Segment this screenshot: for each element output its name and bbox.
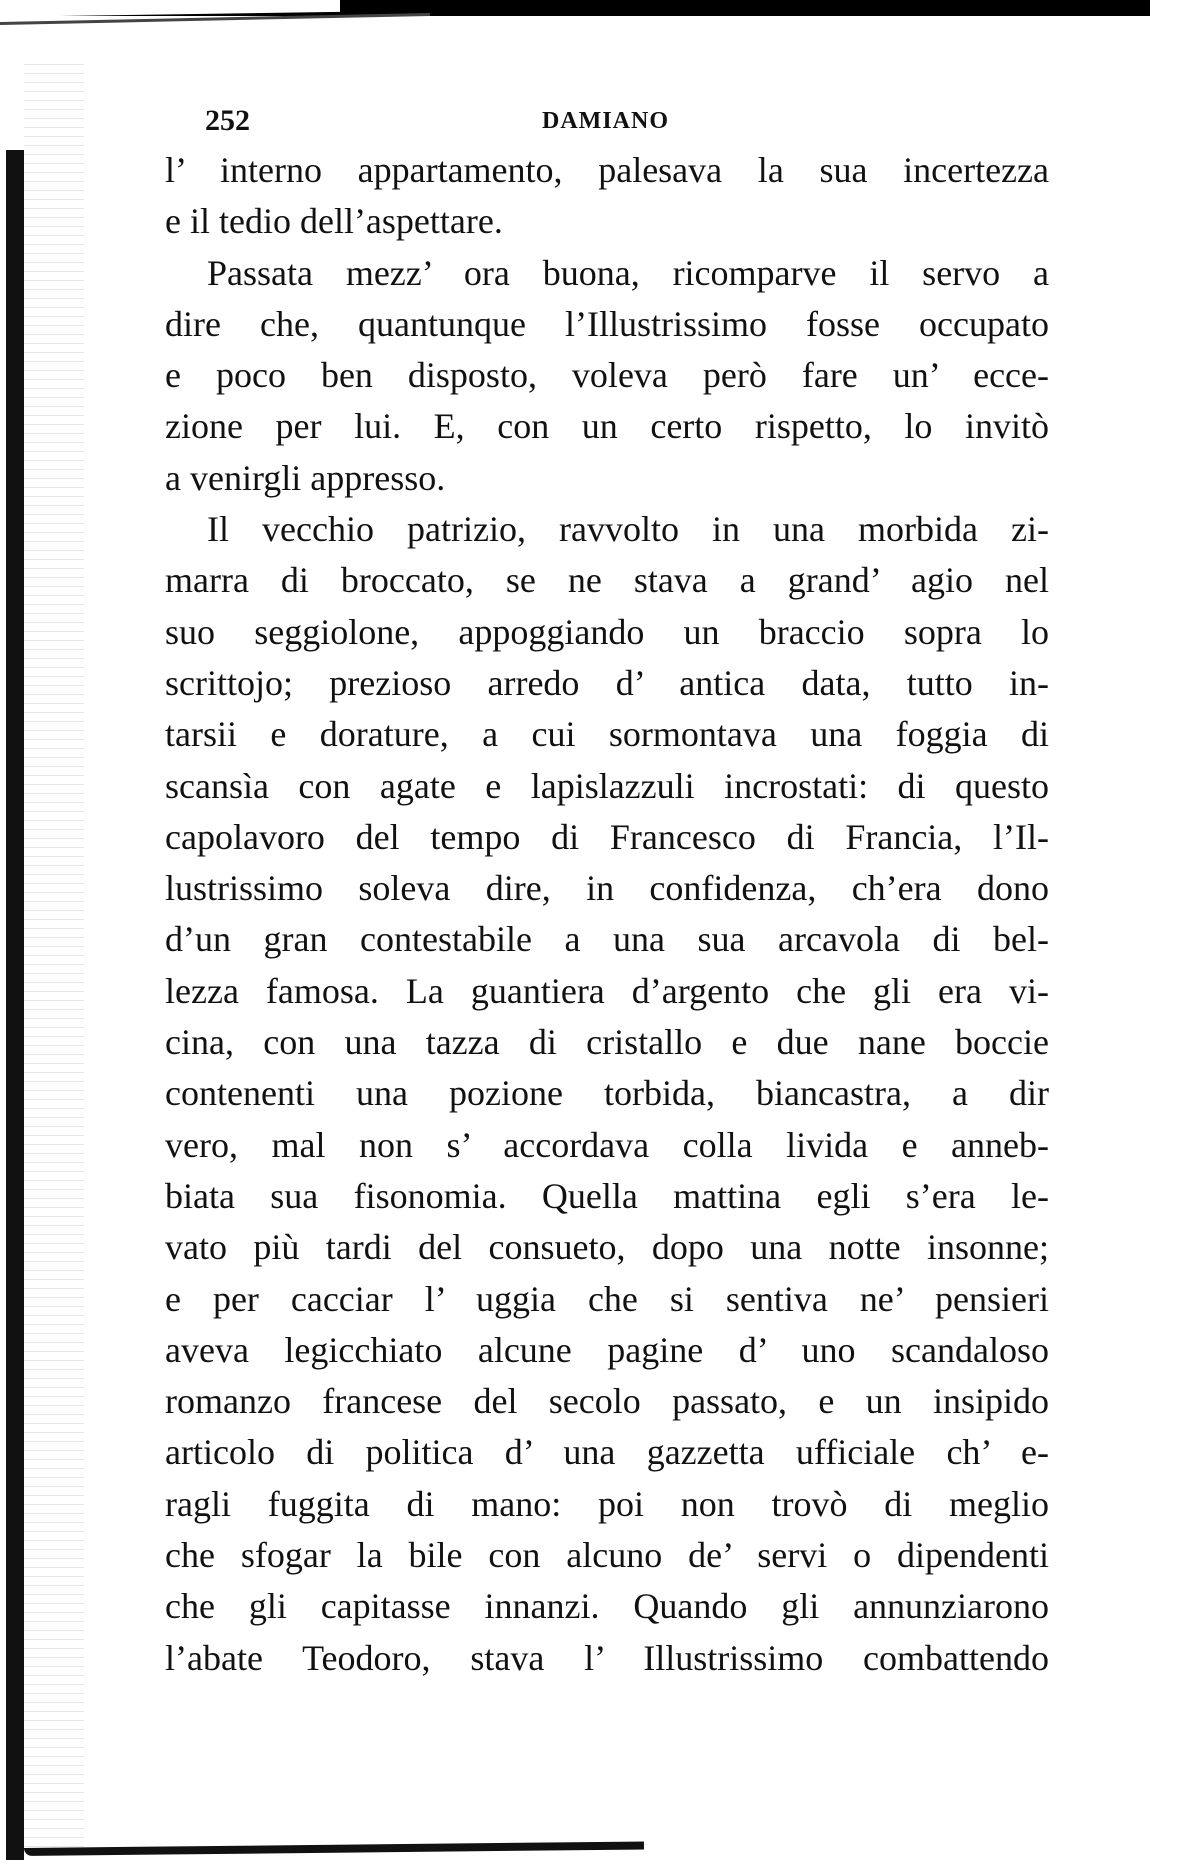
text-line: scrittojo; prezioso arredo d’ antica data, tutto in-	[165, 662, 1049, 703]
paragraph	[165, 248, 1049, 504]
running-title: DAMIANO	[542, 108, 669, 134]
text-line: cina, con una tazza di cristallo e due nane boccie	[165, 1022, 1049, 1063]
text-line: e per cacciar l’ uggia che si sentiva ne’ pensieri	[165, 1278, 1049, 1319]
text-line: lustrissimo soleva dire, in confidenza, ch’era dono	[165, 868, 1049, 909]
text-line: a venirgli appresso.	[165, 457, 446, 498]
text-line: e poco ben disposto, voleva però fare un’ ecce-	[165, 355, 1049, 396]
text-line: contenenti una pozione torbida, biancastra, a dir	[165, 1073, 1049, 1114]
text-line: scansìa con agate e lapislazzuli incrostati: di questo	[165, 765, 1049, 806]
text-line: l’abate Teodoro, stava l’ Illustrissimo combattendo	[165, 1637, 1049, 1678]
text-line: che gli capitasse innanzi. Quando gli annunziarono	[165, 1586, 1049, 1627]
paragraph	[165, 504, 1049, 1684]
text-line: e il tedio dell’aspettare.	[165, 201, 503, 242]
text-line: marra di broccato, se ne stava a grand’ agio nel	[165, 560, 1049, 601]
text-line: capolavoro del tempo di Francesco di Francia, l’Il-	[165, 816, 1049, 857]
text-line: che sfogar la bile con alcuno de’ servi o dipendenti	[165, 1535, 1049, 1576]
text-line: Il vecchio patrizio, ravvolto in una morbida zi-	[207, 509, 1049, 550]
text-line: aveva legicchiato alcune pagine d’ uno scandaloso	[165, 1329, 1049, 1370]
page-bottom-edge	[24, 1842, 644, 1856]
text-line: ragli fuggita di mano: poi non trovò di meglio	[165, 1483, 1049, 1524]
scan-noise	[24, 60, 84, 1850]
text-line: romanzo francese del secolo passato, e un insipido	[165, 1381, 1049, 1422]
text-line: l’ interno appartamento, palesava la sua incertezza	[165, 150, 1049, 190]
text-line: tarsii e dorature, a cui sormontava una foggia di	[165, 714, 1049, 755]
text-line: dire che, quantunque l’Illustrissimo fosse occupato	[165, 303, 1049, 344]
text-line: biata sua fisonomia. Quella mattina egli s’era le-	[165, 1175, 1049, 1216]
running-head	[205, 104, 685, 140]
text-line: d’un gran contestabile a una sua arcavola di bel-	[165, 919, 1049, 960]
body-text	[165, 145, 1049, 1684]
text-line: vero, mal non s’ accordava colla livida e anneb-	[165, 1124, 1049, 1165]
text-line: suo seggiolone, appoggiando un braccio sopra lo	[165, 611, 1049, 652]
scan-binding-shadow	[6, 150, 24, 1860]
text-line: zione per lui. E, con un certo rispetto, lo invitò	[165, 406, 1049, 447]
text-line: Passata mezz’ ora buona, ricomparve il servo a	[207, 252, 1049, 293]
paragraph	[165, 145, 1049, 248]
text-line: vato più tardi del consueto, dopo una notte insonne;	[165, 1227, 1049, 1268]
page-number: 252	[205, 104, 250, 137]
text-line: lezza famosa. La guantiera d’argento che gli era vi-	[165, 970, 1049, 1011]
text-line: articolo di politica d’ una gazzetta ufficiale ch’ e-	[165, 1432, 1049, 1473]
